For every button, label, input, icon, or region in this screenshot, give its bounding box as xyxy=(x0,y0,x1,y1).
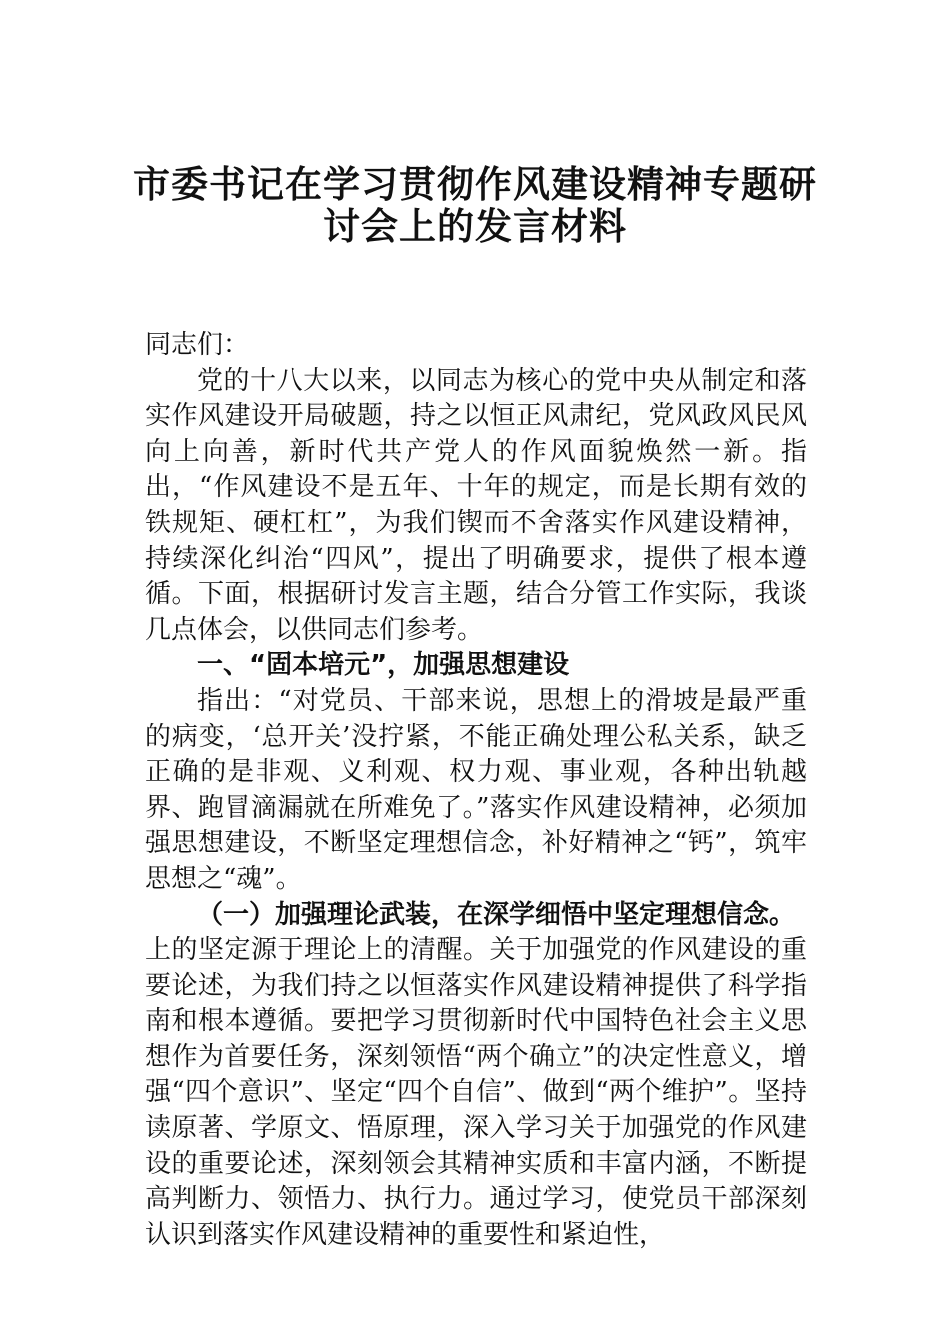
paragraph-section-1: 指出：“对党员、干部来说，思想上的滑坡是最严重的病变，‘总开关’没拧紧，不能正确处理公私关系，缺乏正确的是非观、义利观、权力观、事业观，各种出轨越界、跑冒滴漏就在所难免了。”落实作风建设精神，必须加强思想建设，不断坚定理想信念，补好精神之“钙”，筑牢思想之“魂”。 xyxy=(145,685,807,894)
document-title-line-2: 讨会上的发言材料 xyxy=(323,204,627,248)
salutation: 同志们： xyxy=(145,330,250,360)
section-heading-1: 一、“固本培元”，加强思想建设 xyxy=(197,650,570,681)
document-body xyxy=(145,328,807,1253)
paragraph-intro: 党的十八大以来，以同志为核心的党中央从制定和落实作风建设开局破题，持之以恒正风肃纪，党风政风民风向上向善，新时代共产党人的作风面貌焕然一新。指出，“作风建设不是五年、十年的规定，而是长期有效的铁规矩、硬杠杠”，为我们锲而不舍落实作风建设精神，持续深化纠治“四风”，提出了明确要求，提供了根本遵循。下面，根据研讨发言主题，结合分管工作实际，我谈几点体会，以供同志们参考。 xyxy=(145,365,807,645)
paragraph-subsection-1: 上的坚定源于理论上的清醒。关于加强党的作风建设的重要论述，为我们持之以恒落实作风建设精神提供了科学指南和根本遵循。要把学习贯彻新时代中国特色社会主义思想作为首要任务，深刻领悟“两个确立”的决定性意义，增强“四个意识”、坚定“四个自信”、做到“两个维护”。坚持读原著、学原文、悟原理，深入学习关于加强党的作风建设的重要论述，深刻领会其精神实质和丰富内涵，不断提高判断力、领悟力、执行力。通过学习，使党员干部深刻认识到落实作风建设精神的重要性和紧迫性， xyxy=(145,935,807,1250)
subsection-heading-1: （一）加强理论武装，在深学细悟中坚定理想信念。 xyxy=(197,899,796,930)
document-title-line-1: 市委书记在学习贯彻作风建设精神专题研 xyxy=(133,162,817,206)
